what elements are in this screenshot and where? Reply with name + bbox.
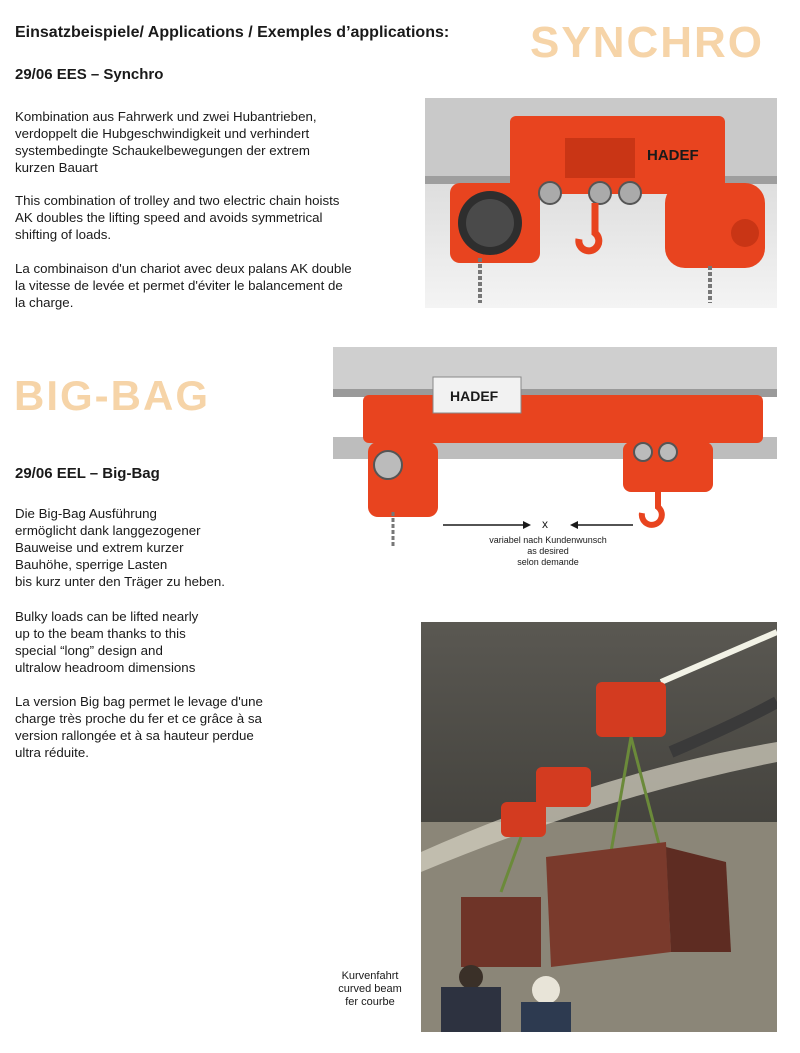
synchro-model-title: 29/06 EES – Synchro	[15, 66, 164, 83]
bigbag-watermark: BIG-BAG	[14, 372, 210, 419]
bigbag-text-fr: La version Big bag permet le levage d'une charge très proche du fer et ce grâce à sa version rallongée et à sa hauteur perdue ultra réduite.	[15, 694, 263, 760]
bigbag-dimension-note-3: selon demande	[517, 557, 579, 567]
bigbag-text-en: Bulky loads can be lifted nearly up to the beam thanks to this special “long” design and ultralow headroom dimensions	[15, 609, 199, 675]
bigbag-brand-label: HADEF	[450, 388, 499, 404]
bigbag-dimension-note-2: as desired	[527, 546, 569, 556]
synchro-text-en: This combination of trolley and two electric chain hoists AK doubles the lifting speed and avoids symmetrical shifting of loads.	[15, 193, 340, 242]
bigbag-text-de: Die Big-Bag Ausführung ermöglicht dank langgezogener Bauweise und extrem kurzer Bauhöhe, sperrige Lasten bis kurz unter den Träger zu heben.	[15, 506, 225, 589]
bigbag-model-title: 29/06 EEL – Big-Bag	[15, 465, 160, 482]
bigbag-trolley-diagram	[333, 347, 777, 552]
synchro-trolley-photo	[425, 98, 777, 308]
synchro-brand-label: HADEF	[647, 147, 699, 164]
bigbag-dimension-note-1: variabel nach Kundenwunsch	[489, 535, 607, 545]
curved-beam-tunnel-photo	[421, 622, 777, 1032]
synchro-watermark: SYNCHRO	[530, 18, 765, 67]
page-heading: Einsatzbeispiele/ Applications / Exemples d’applications:	[15, 24, 450, 41]
curved-beam-caption: Kurvenfahrt curved beam fer courbe	[338, 970, 402, 1008]
bigbag-dimension-label: x	[542, 517, 548, 531]
synchro-text-fr: La combinaison d'un chariot avec deux palans AK double la vitesse de levée et permet d'éviter le balancement de la charge.	[15, 261, 352, 310]
synchro-text-de: Kombination aus Fahrwerk und zwei Hubantrieben, verdoppelt die Hubgeschwindigkeit und verhindert systembedingte Schaukelbewegungen der extrem kurzen Bauart	[15, 109, 317, 175]
